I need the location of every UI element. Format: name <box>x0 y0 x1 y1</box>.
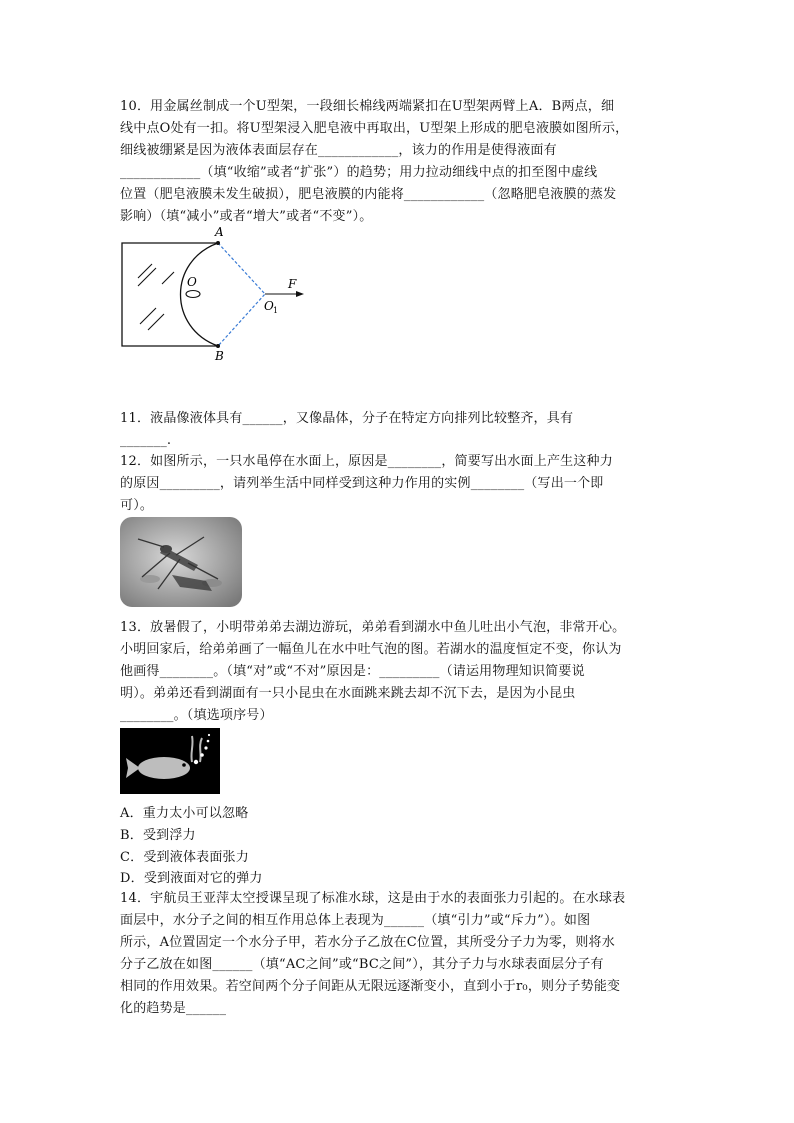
force-arrowhead <box>296 291 304 297</box>
q10-line: 线中点O处有一扣。将U型架浸入肥皂液中再取出，U型架上形成的肥皂液膜如图所示， <box>120 121 629 136</box>
q14-line: 所示，A位置固定一个水分子甲，若水分子乙放在C位置，其所受分子力为零，则将水 <box>120 935 615 950</box>
water-strider-photo <box>120 517 242 607</box>
soap-film-hatching <box>138 264 174 330</box>
q11-line: 11．液晶像液体具有______，又像晶体，分子在特定方向排列比较整齐，具有 <box>120 411 574 426</box>
q14-line: 分子乙放在如图______（填“AC之间”或“BC之间”），其分子力与水球表面层分子有 <box>120 957 604 972</box>
label-b: B <box>215 349 224 361</box>
q13-option-a: A．重力太小可以忽略 <box>120 806 249 821</box>
q10-line: 细线被绷紧是因为液体表面层存在____________，该力的作用是使得液面有 <box>120 143 557 158</box>
label-o1-subscript: 1 <box>273 306 279 315</box>
q14-line: 14．宇航员王亚萍太空授课呈现了标准水球，这是由于水的表面张力引起的。在水球表 <box>120 891 626 906</box>
label-f: F <box>288 277 297 291</box>
q13-line: 小明回家后，给弟弟画了一幅鱼儿在水中吐气泡的图。若湖水的温度恒定不变，你认为 <box>120 642 622 657</box>
q11-line: _______. <box>120 433 172 448</box>
label-o: O <box>187 275 197 289</box>
label-o1: O <box>264 299 274 313</box>
q14-line: 化的趋势是______ <box>120 1001 227 1016</box>
q13-option-b: B．受到浮力 <box>120 828 196 843</box>
knot-ring <box>186 291 200 298</box>
q10-line: 影响）（填“减小”或者“增大”或者“不变”）。 <box>120 209 373 224</box>
q13-option-c: C．受到液体表面张力 <box>120 850 249 865</box>
q10-line: 位置（肥皂液膜未发生破损），肥皂液膜的内能将____________（忽略肥皂液膜的蒸发 <box>120 187 617 202</box>
q13-line: 明）。弟弟还看到湖面有一只小昆虫在水面跳来跳去却不沉下去，是因为小昆虫 <box>120 686 576 701</box>
q10-line: 10．用金属丝制成一个U型架，一段细长棉线两端紧扣在U型架两臂上A．B两点，细 <box>120 99 615 114</box>
q14-line: 相同的作用效果。若空间两个分子间距从无限远逐渐变小，直到小于r₀，则分子势能变 <box>120 979 621 994</box>
point-b <box>216 344 220 348</box>
dashed-thread-position <box>218 243 265 346</box>
q12-line: 可）。 <box>120 498 154 513</box>
q12-line: 12．如图所示，一只水黾停在水面上，原因是________，简要写出水面上产生这种力 <box>120 454 613 469</box>
q12-line: 的原因_________，请列举生活中同样受到这种力作用的实例________（写出一个即 <box>120 476 604 491</box>
q10-line: ____________（填“收缩”或者“扩张”）的趋势；用力拉动细线中点的扣至图中虚线 <box>120 165 598 180</box>
u-frame <box>122 243 218 346</box>
point-a <box>216 241 220 245</box>
label-a: A <box>215 226 224 239</box>
fish-bubbles-drawing <box>120 728 220 794</box>
q14-line: 面层中，水分子之间的相互作用总体上表现为______（填“引力”或“斥力”）。如图 <box>120 913 591 928</box>
q13-line: 他画得________。（填“对”或“不对”原因是：_________（请运用物理知识简要说 <box>120 664 585 679</box>
q13-option-d: D．受到液面对它的弹力 <box>120 871 263 886</box>
u-frame-diagram <box>118 226 308 361</box>
q13-line: ________。（填选项序号） <box>120 708 273 723</box>
q13-line: 13．放暑假了，小明带弟弟去湖边游玩，弟弟看到湖水中鱼儿吐出小气泡，非常开心。 <box>120 620 626 635</box>
